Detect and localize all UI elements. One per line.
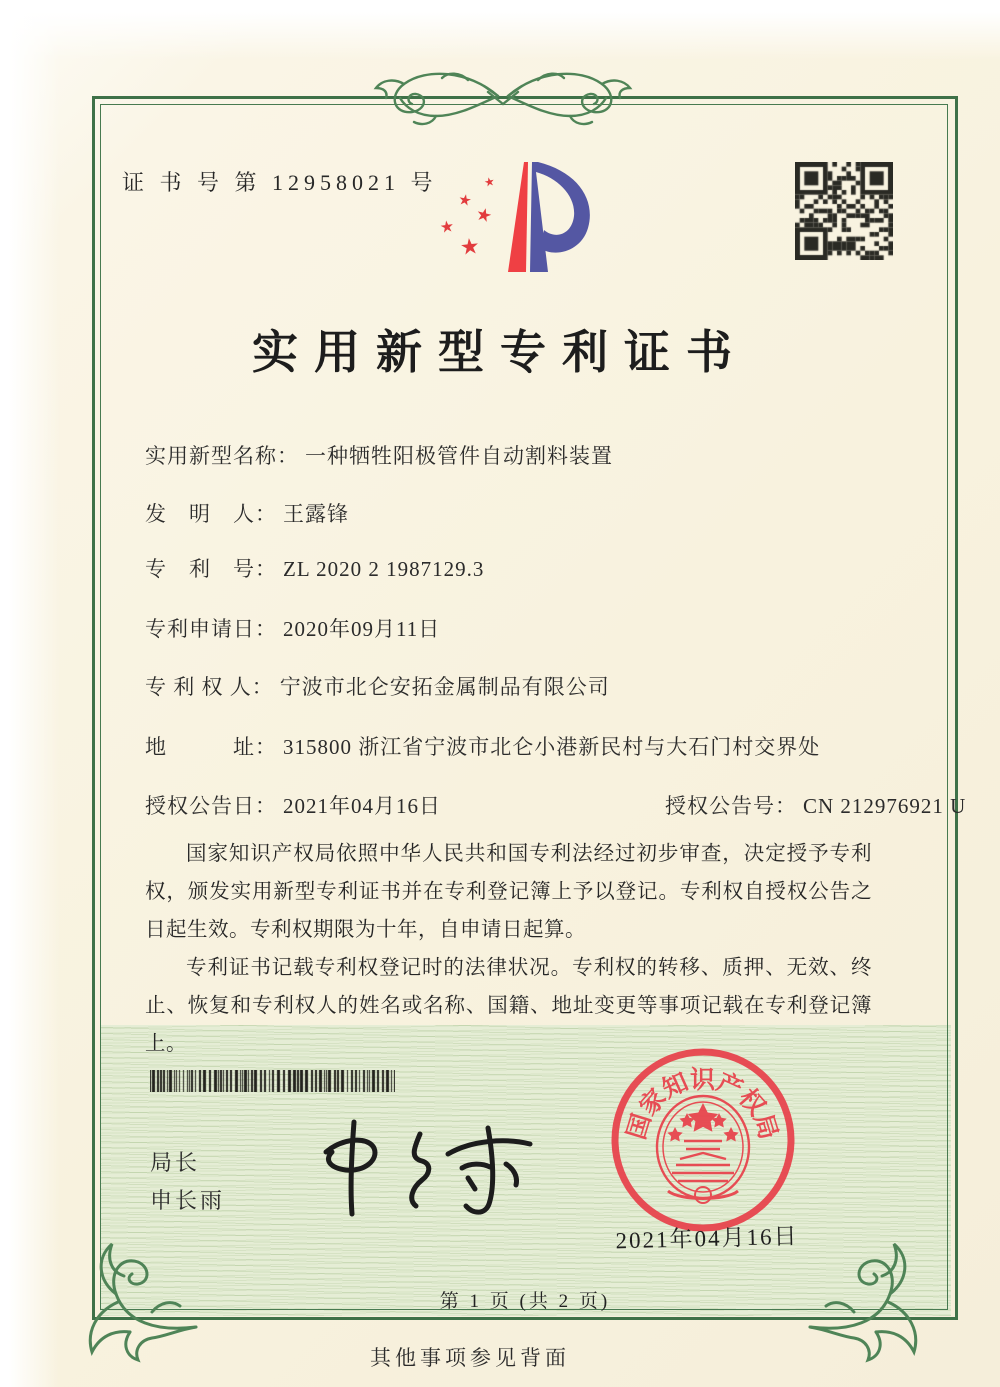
field-value: 315800 浙江省宁波市北仑小港新民村与大石门村交界处 [283,735,821,759]
back-side-note: 其他事项参见背面 [370,1346,570,1370]
barcode [150,1070,395,1092]
seal-text-char: 知 [658,1068,693,1104]
logo-star-icon: ★ [438,218,456,237]
logo-p-mark-icon [492,156,602,286]
seal-text-char: 权 [733,1084,771,1122]
seal-text-char: 产 [712,1068,747,1104]
qr-code [795,162,893,260]
field-label: 专 利 号： [145,557,277,581]
legal-text [145,835,872,1063]
certificate-number: 证 书 号 第 12958021 号 [122,170,438,195]
field-row-address [145,731,820,761]
legal-paragraph-2: 专利证书记载专利权登记时的法律状况。专利权的转移、质押、无效、终止、恢复和专利权人的姓名或名称、国籍、地址变更等事项记载在专利登记簿上。 [145,957,872,1055]
field-value: 王露锋 [283,502,349,526]
field-value: 2021年04月16日 [283,794,441,818]
seal-date: 2021年04月16日 [615,1223,799,1254]
field-label: 专 利 权 人： [145,675,274,699]
field-row-patentee [145,671,610,701]
grant-number-group [665,790,966,820]
field-value: CN 212976921 U [803,794,967,818]
emblem-stars-icon [667,1103,738,1142]
seal-text-char: 局 [748,1110,782,1143]
seal-text-char: 识 [690,1067,716,1094]
seal-text-char: 国 [623,1110,657,1143]
legal-paragraph-1: 国家知识产权局依照中华人民共和国专利法经过初步审查，决定授予专利权，颁发实用新型专利证书并在专利登记簿上予以登记。专利权自授权公告之日起生效。专利权期限为十年，自申请日起算。 [145,843,872,941]
field-row-inventor [145,498,349,528]
field-label: 授权公告号： [665,794,797,818]
field-label: 实用新型名称： [145,444,299,468]
field-label: 专利申请日： [145,617,277,641]
page-indicator: 第 1 页 (共 2 页) [439,1291,611,1312]
logo-star-icon: ★ [458,233,481,260]
field-row-grant [145,790,967,820]
logo-star-icon: ★ [482,174,497,190]
field-label: 发 明 人： [145,502,277,526]
field-value: 宁波市北仑安拓金属制品有限公司 [279,675,610,699]
cnipa-official-seal [608,1045,798,1235]
field-row-filing-date [145,613,440,643]
field-value: ZL 2020 2 1987129.3 [283,557,485,581]
commissioner-title: 局长 [150,1150,201,1175]
commissioner-name: 申长雨 [150,1188,226,1213]
field-row-utility-model-name [145,440,613,470]
logo-star-icon: ★ [473,203,495,227]
logo-star-icon: ★ [456,191,473,211]
scan-edge-top [0,0,1000,60]
field-row-patent-number [145,553,484,583]
scan-edge-left [0,0,60,1387]
cnipa-logo-icon [432,148,602,300]
commissioner-signature-icon [292,1116,542,1221]
certificate-title: 实用新型专利证书 [252,327,748,378]
field-label: 地 址： [145,735,277,759]
field-value: 2020年09月11日 [283,617,441,641]
field-label: 授权公告日： [145,794,277,818]
seal-text-char: 家 [634,1084,672,1122]
field-value: 一种牺牲阳极管件自动割料装置 [305,444,613,468]
